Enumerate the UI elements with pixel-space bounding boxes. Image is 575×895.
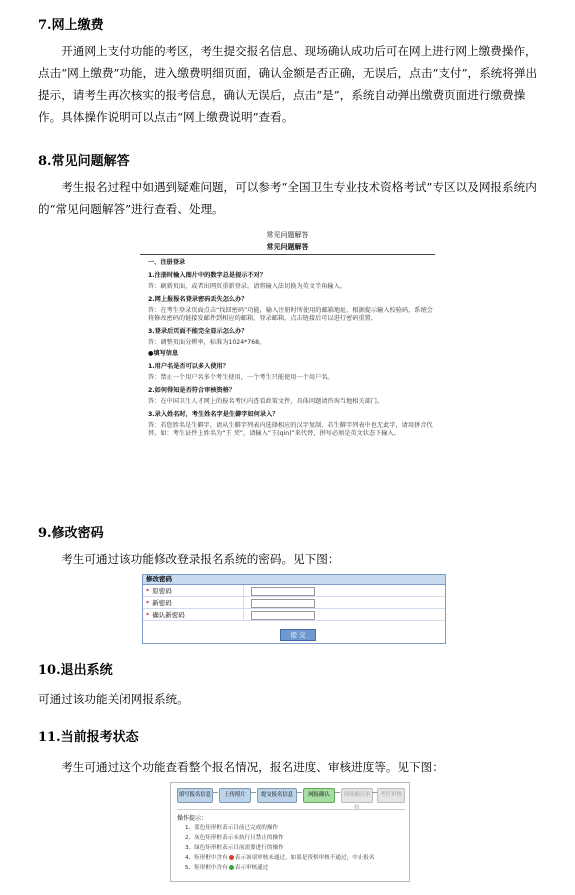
- required-star: *: [146, 599, 150, 607]
- faq-section-2: ●填写信息: [148, 350, 179, 357]
- hint-item: 2、灰色矩形框表示未执行且禁止的操作: [185, 835, 284, 841]
- section-11-body: 考生可通过这个功能查看整个报名情况，报名进度、审核进度等。见下图：: [61, 760, 444, 774]
- form-row-new-password: [143, 597, 445, 609]
- faq-subtitle: 常见问题解答: [266, 243, 309, 251]
- form-row-old-password: [143, 585, 445, 597]
- old-password-input[interactable]: [251, 587, 315, 596]
- submit-button[interactable]: 提 交: [280, 629, 316, 641]
- faq-divider: [140, 254, 435, 255]
- faq-screenshot: [140, 225, 435, 508]
- faq-answer: 答：在中国卫生人才网上的报名考区内查看政策文件，具体问题请咨询当地相关部门。: [148, 398, 384, 405]
- faq-question: 3.录入姓名时，考生姓名字是生僻字如何录入？: [148, 411, 279, 418]
- faq-answer: 答：禁止一个用户名多个考生使用，一个考生只能使用一个用户名。: [148, 374, 334, 381]
- step-arrow: [334, 792, 340, 793]
- step-online-confirm: 网报确认: [303, 788, 335, 803]
- new-password-label: 新密码: [152, 599, 172, 607]
- hint-item: 3、绿色矩形框表示目前需要进行的操作: [185, 845, 284, 851]
- faq-question: 3.登录后页面不能完全显示怎么办？: [148, 328, 248, 335]
- step-onsite-review: 现场确认审核: [341, 788, 373, 803]
- old-password-label: 原密码: [152, 587, 172, 595]
- section-9-heading: 9.修改密码: [38, 526, 104, 541]
- step-area-review: 考区审核: [377, 788, 405, 803]
- change-password-title: 修改密码: [143, 575, 445, 585]
- section-11-heading: 11.当前报考状态: [38, 730, 139, 745]
- step-arrow: [250, 792, 256, 793]
- hint-item: 1、蓝色矩形框表示目前已完成的操作: [185, 825, 279, 831]
- faq-section-1: 一、注册登录: [148, 259, 186, 266]
- hint-item: 5、矩形框中含有 表示审核通过: [185, 865, 269, 871]
- form-row-confirm-password: [143, 609, 445, 621]
- section-9-body: 考生可通过该功能修改登录报名系统的密码。见下图：: [61, 552, 340, 566]
- step-arrow: [296, 792, 302, 793]
- faq-title: 常见问题解答: [266, 231, 309, 239]
- required-star: *: [146, 587, 150, 595]
- required-star: *: [146, 611, 150, 619]
- hint-title: 操作提示：: [177, 815, 208, 822]
- faq-question: 2.如何得知是否符合审核资格？: [148, 387, 236, 394]
- change-password-form: [142, 574, 446, 644]
- divider: [177, 809, 405, 810]
- confirm-password-input[interactable]: [251, 611, 315, 620]
- step-upload-photo: 上传照片: [219, 788, 251, 803]
- section-10-body: 可通过该功能关闭网报系统。: [38, 692, 189, 706]
- section-8-heading: 8.常见问题解答: [38, 154, 130, 169]
- faq-question: 2.网上报报名登录密码丢失怎么办？: [148, 296, 248, 303]
- application-status-panel: [170, 782, 410, 882]
- faq-answer: 答：在考生登录页面点击“找回密码”功能，输入注册时所使用的邮箱地址，根据提示输入校验码，系统会将修改密码的链接发邮件到相应的邮箱，登录邮箱，点击链接后可以进行密码重置。: [148, 307, 433, 322]
- hint-item: 4、矩形框中含有 表示该项审核未通过，如果是资格审核不通过，中止报名: [185, 855, 375, 861]
- progress-steps: [177, 788, 403, 811]
- step-fill-info: 填写报名信息: [177, 788, 213, 803]
- faq-answer: 答：若您姓名是生僻字，请从生僻字列表内选择相应的汉字复制，若生僻字列表中也无此字，请用拼音代替。如：考生证件上姓名为“王 珡”，请输入“王(qin)”来代替，拼写必须是英文状态下输入。: [148, 422, 433, 437]
- confirm-password-label: 确认新密码: [152, 611, 185, 619]
- faq-question: 1.用户名是否可以多人使用？: [148, 363, 229, 370]
- red-dot-icon: [229, 855, 234, 860]
- section-10-heading: 10.退出系统: [38, 663, 113, 678]
- faq-answer: 答：刷新页面，或者出网页重新登录。请将输入法切换为英文半角输入。: [148, 283, 346, 290]
- new-password-input[interactable]: [251, 599, 315, 608]
- step-submit-info: 提交报名信息: [257, 788, 297, 803]
- section-8-body: 考生报名过程中如遇到疑难问题，可以参考“全国卫生专业技术资格考试”专区以及网报系统内的“常见问题解答”进行查看、处理。: [38, 180, 537, 216]
- faq-answer: 答：调整页面分辨率，标准为1024*768。: [148, 339, 266, 346]
- section-7-body: 开通网上支付功能的考区，考生提交报名信息、现场确认成功后可在网上进行网上缴费操作，点击“网上缴费”功能，进入缴费明细页面，确认金额是否正确，无误后，点击“支付”，系统将弹出提示，请考生再次核实的报考信息，确认无误后，点击“是”，系统自动弹出缴费页面进行缴费操作。具体操作说明可以点击“网上缴费说明”查看。: [38, 44, 538, 124]
- section-7-heading: 7.网上缴费: [38, 18, 104, 33]
- faq-question: 1.注册时输入图片中的数字总是提示不对？: [148, 272, 267, 279]
- step-arrow: [212, 792, 218, 793]
- green-dot-icon: [229, 865, 234, 870]
